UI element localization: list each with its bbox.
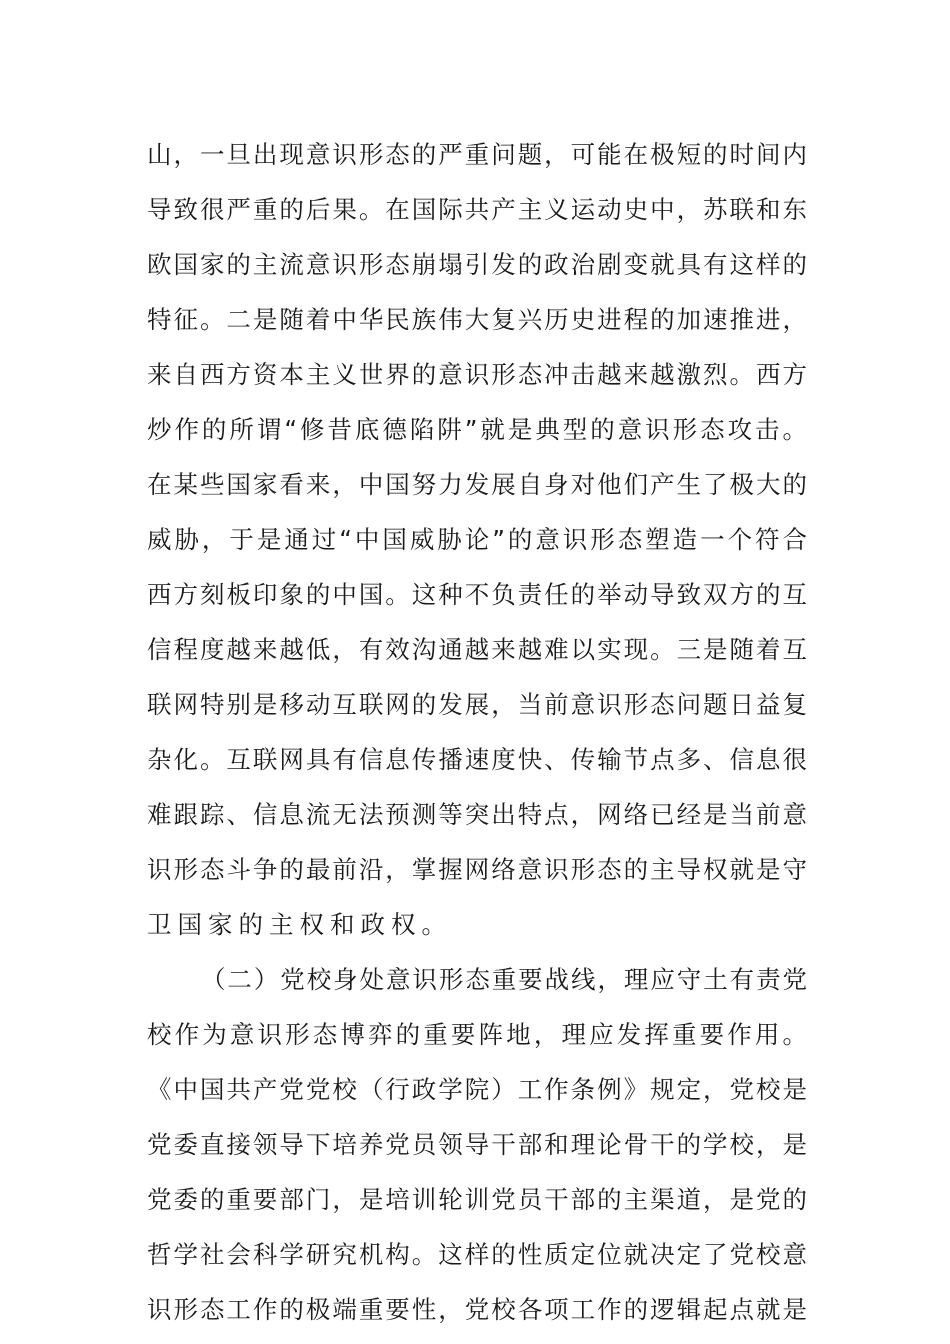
text-line: 识形态斗争的最前沿，掌握网络意识形态的主导权就是守 xyxy=(147,855,807,884)
text-line: 威胁，于是通过“中国威胁论”的意识形态塑造一个符合 xyxy=(147,525,807,554)
text-line: 炒作的所谓“修昔底德陷阱”就是典型的意识形态攻击。 xyxy=(147,415,807,444)
text-line: 党委的重要部门，是培训轮训党员干部的主渠道，是党的 xyxy=(147,1185,807,1214)
text-line: 信程度越来越低，有效沟通越来越难以实现。三是随着互 xyxy=(147,635,807,664)
text-line: 难跟踪、信息流无法预测等突出特点，网络已经是当前意 xyxy=(147,800,807,829)
text-line: 哲学社会科学研究机构。这样的性质定位就决定了党校意 xyxy=(147,1240,807,1269)
text-line-last: 卫国家的主权和政权。 xyxy=(147,910,452,939)
text-line: 导致很严重的后果。在国际共产主义运动史中，苏联和东 xyxy=(147,195,807,224)
text-line: 西方刻板印象的中国。这种不负责任的举动导致双方的互 xyxy=(147,580,807,609)
text-line: 校作为意识形态博弈的重要阵地，理应发挥重要作用。 xyxy=(147,1020,807,1049)
text-line: 特征。二是随着中华民族伟大复兴历史进程的加速推进， xyxy=(147,305,807,334)
text-line: 党委直接领导下培养党员领导干部和理论骨干的学校，是 xyxy=(147,1130,807,1159)
text-line: 来自西方资本主义世界的意识形态冲击越来越激烈。西方 xyxy=(147,360,807,389)
text-line: 在某些国家看来，中国努力发展自身对他们产生了极大的 xyxy=(147,470,807,499)
text-line: 识形态工作的极端重要性，党校各项工作的逻辑起点就是 xyxy=(147,1295,807,1324)
paragraph-first-line: （二）党校身处意识形态重要战线，理应守土有责党 xyxy=(201,965,807,994)
text-line: 山，一旦出现意识形态的严重问题，可能在极短的时间内 xyxy=(147,140,807,169)
text-line: 杂化。互联网具有信息传播速度快、传输节点多、信息很 xyxy=(147,745,807,774)
text-line: 欧国家的主流意识形态崩塌引发的政治剧变就具有这样的 xyxy=(147,250,807,279)
text-line: 联网特别是移动互联网的发展，当前意识形态问题日益复 xyxy=(147,690,807,719)
text-line: 《中国共产党党校（行政学院）工作条例》规定，党校是 xyxy=(147,1075,807,1104)
